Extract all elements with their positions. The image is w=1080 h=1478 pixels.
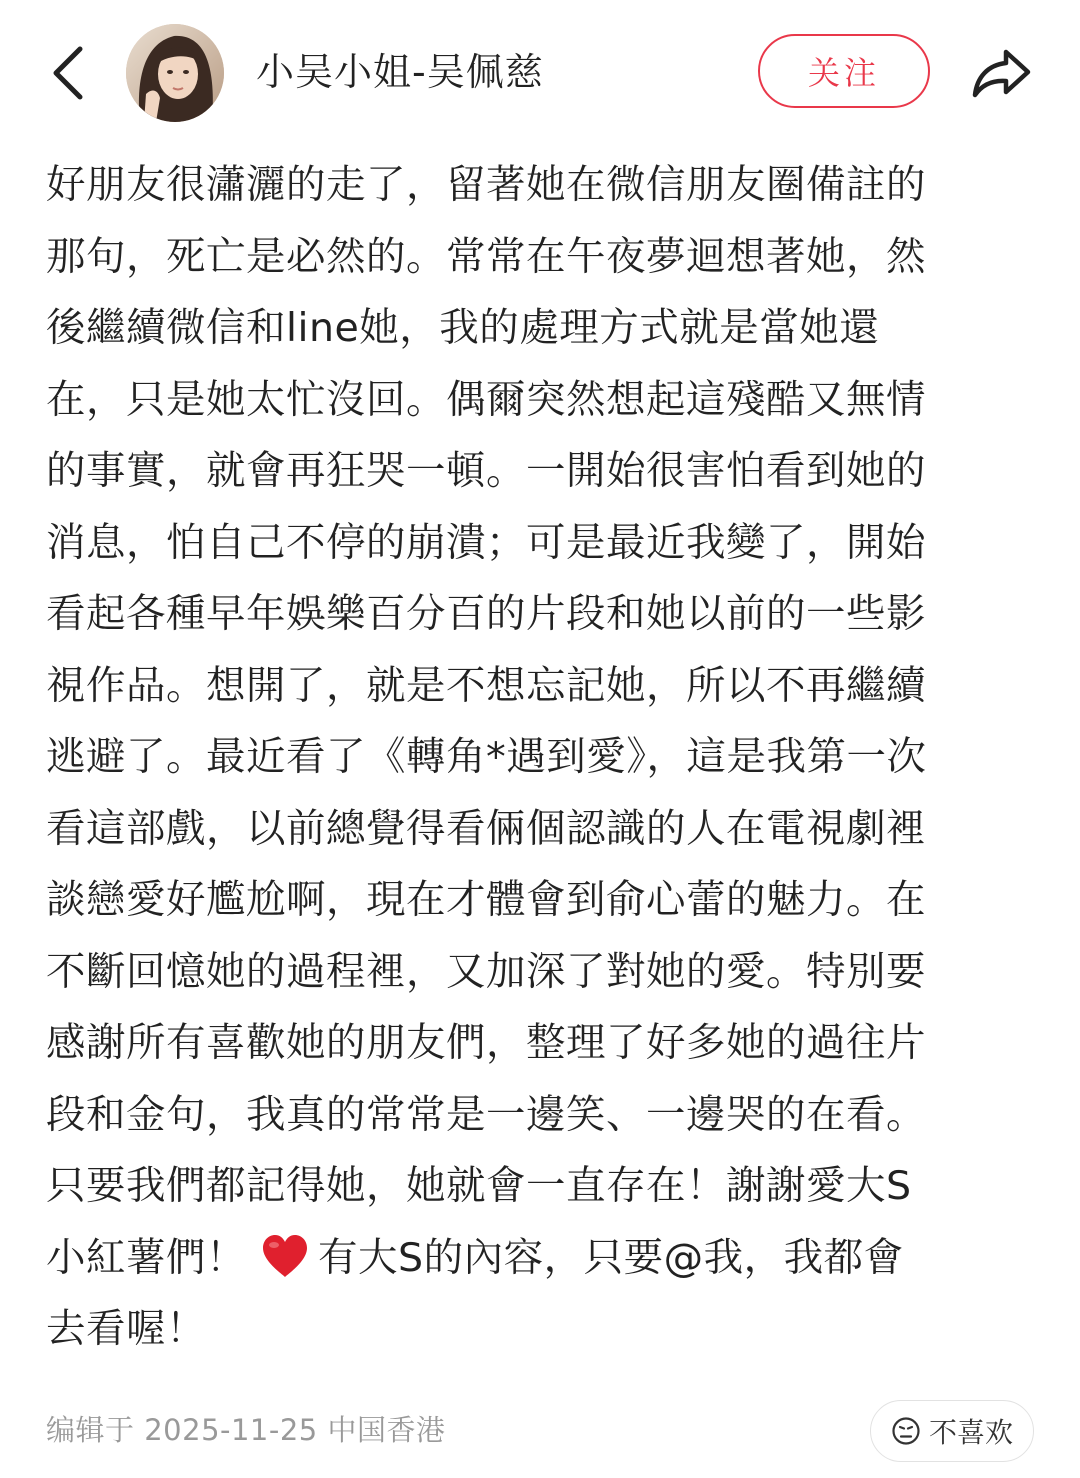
post-line: 在，只是她太忙沒回。偶爾突然想起這殘酷又無情 [46, 376, 926, 423]
dislike-label: 不喜欢 [928, 1416, 1013, 1449]
post-line: 那句，死亡是必然的。常常在午夜夢迴想著她，然 [46, 233, 926, 280]
post-line: 逃避了。最近看了《轉角*遇到愛》，這是我第一次 [46, 734, 927, 780]
post-line: 感謝所有喜歡她的朋友們，整理了好多她的過往片 [46, 1020, 926, 1066]
post-line: 看這部戲，以前總覺得看倆個認識的人在電視劇裡 [46, 805, 926, 852]
post-line: 段和金句，我真的常常是一邊笑、一邊哭的在看。 [46, 1091, 926, 1138]
post-line: 消息，怕自己不停的崩潰；可是最近我變了，開始 [46, 519, 926, 566]
share-arrow-icon [970, 47, 1032, 99]
post-line: 談戀愛好尷尬啊，現在才體會到俞心蕾的魅力。在 [46, 877, 926, 923]
post-header [0, 0, 1080, 145]
red-heart-emoji-icon [260, 1233, 310, 1279]
back-button[interactable] [40, 38, 96, 108]
dislike-button[interactable] [870, 1400, 1034, 1462]
post-line: 去看喔！ [46, 1306, 206, 1352]
post-line: 看起各種早年娛樂百分百的片段和她以前的一些影 [46, 591, 926, 637]
post-line: 的事實，就會再狂哭一頓。一開始很害怕看到她的 [46, 448, 926, 494]
post-line: 好朋友很瀟灑的走了，留著她在微信朋友圈備註的 [46, 162, 926, 208]
post-line: 只要我們都記得她，她就會一直存在！謝謝愛大S [46, 1163, 912, 1209]
avatar-photo [126, 24, 224, 122]
follow-button[interactable]: 关注 [758, 34, 930, 108]
post-text-segment: 有大S的內容，只要@我，我都會 [318, 1234, 904, 1281]
post-line: 後繼續微信和line她，我的處理方式就是當她還 [46, 305, 880, 351]
post-line-with-heart [46, 1223, 1036, 1295]
post-text-segment: 小紅薯們！ [46, 1234, 246, 1281]
post-line: 視作品。想開了，就是不想忘記她，所以不再繼續 [46, 662, 926, 709]
avatar[interactable] [126, 24, 224, 122]
dislike-face-icon [891, 1416, 921, 1446]
post-content [46, 150, 1036, 1366]
chevron-left-icon [48, 43, 88, 103]
author-name[interactable]: 小吴小姐-吴佩慈 [256, 50, 544, 94]
share-button[interactable] [962, 38, 1040, 108]
post-edit-meta: 编辑于 2025-11-25 中国香港 [46, 1413, 446, 1447]
post-line: 不斷回憶她的過程裡，又加深了對她的愛。特別要 [46, 948, 926, 995]
